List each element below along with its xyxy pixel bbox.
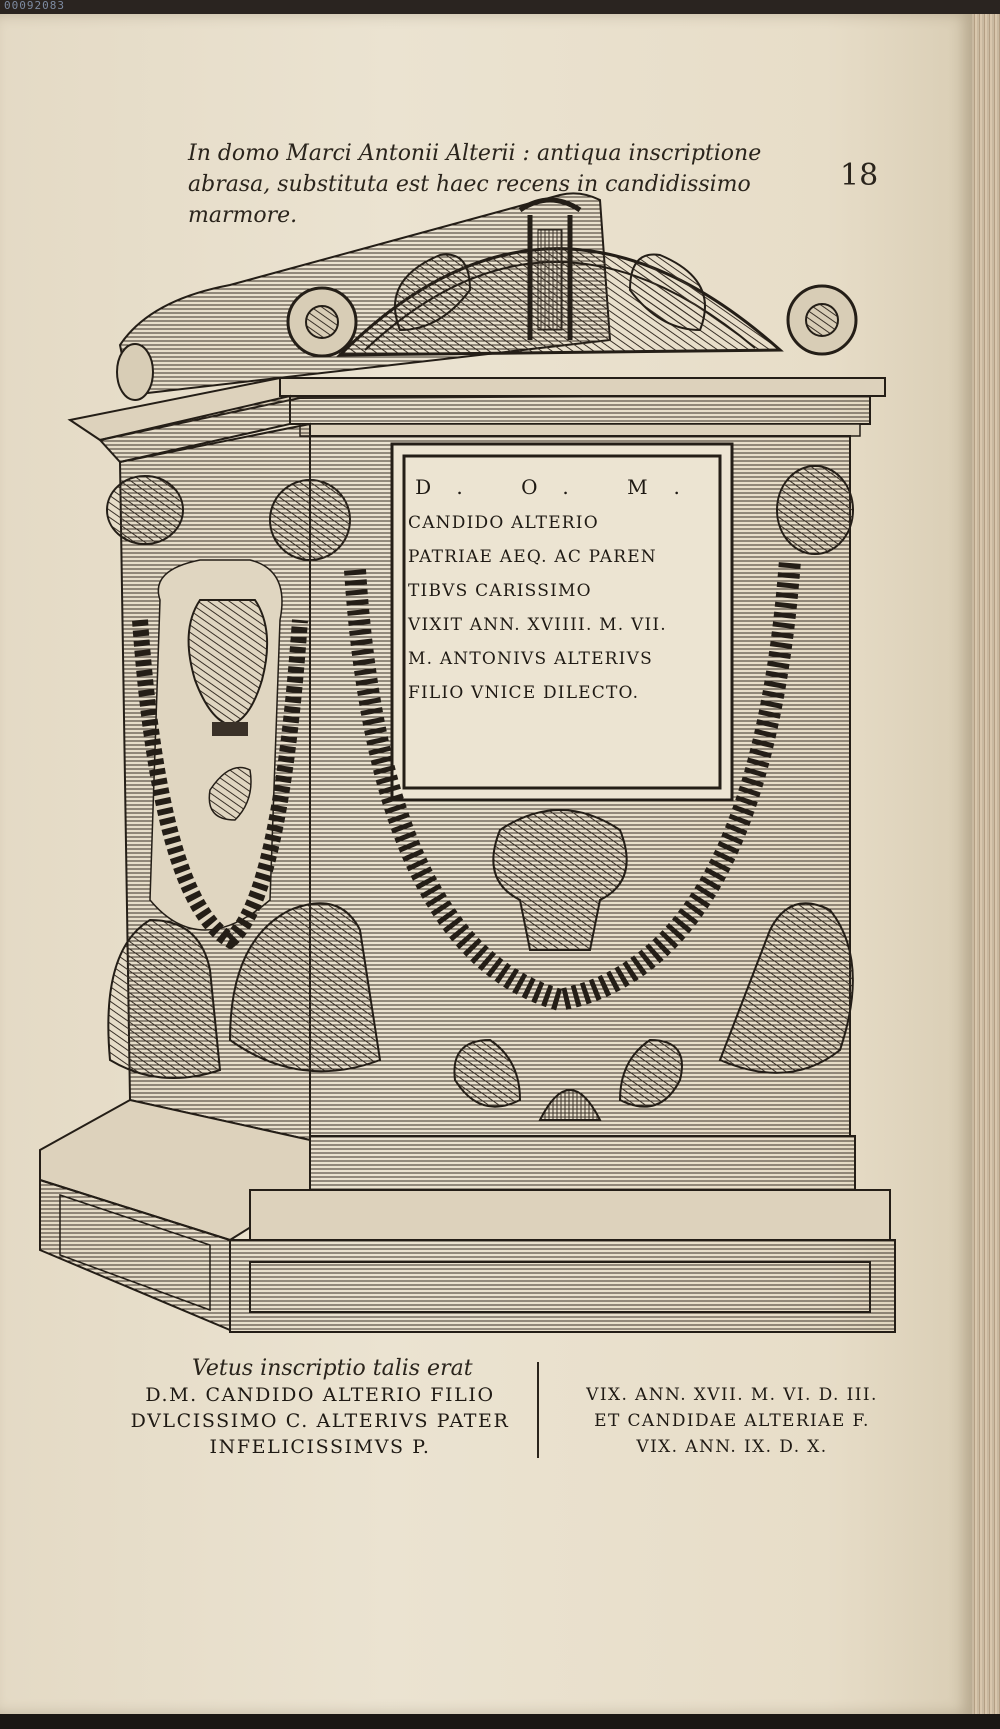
- ram-head-right: [777, 466, 853, 554]
- old-inscription-line: DVLCISSIMO C. ALTERIVS PATER: [130, 1410, 510, 1432]
- inscription-line: FILIO VNICE DILECTO.: [408, 683, 640, 703]
- old-inscription-line: ET CANDIDAE ALTERIAE F.: [594, 1411, 870, 1431]
- column-divider: [537, 1362, 539, 1458]
- old-inscription-left: [110, 1382, 530, 1460]
- inscription-line: M. ANTONIVS ALTERIVS: [408, 649, 653, 669]
- old-inscription-line: D.M. CANDIDO ALTERIO FILIO: [145, 1384, 495, 1406]
- old-inscription-right: [552, 1382, 912, 1460]
- inscription-text: [408, 470, 713, 710]
- old-inscription-line: VIX. ANN. IX. D. X.: [636, 1437, 828, 1457]
- old-inscription-line: INFELICISSIMVS P.: [209, 1436, 431, 1458]
- inscription-line: CANDIDO ALTERIO: [408, 513, 599, 533]
- engraving-caption: In domo Marci Antonii Alterii : antiqua inscriptione abrasa, substituta est haec recens in candidissimo marmore.: [188, 141, 762, 228]
- old-inscription-line: VIX. ANN. XVII. M. VI. D. III.: [586, 1385, 878, 1405]
- inscription-line: PATRIAE AEQ. AC PAREN: [408, 547, 657, 567]
- scan-id: 00092083: [4, 0, 65, 12]
- inscription-line: TIBVS CARISSIMO: [408, 581, 592, 601]
- old-inscription-caption: Vetus inscriptio talis erat: [192, 1356, 473, 1381]
- page-number: 18: [840, 158, 879, 193]
- inscription-line: VIXIT ANN. XVIIII. M. VII.: [408, 615, 667, 635]
- ram-head-left: [107, 476, 183, 544]
- inscription-heading: D. O. M.: [415, 475, 706, 499]
